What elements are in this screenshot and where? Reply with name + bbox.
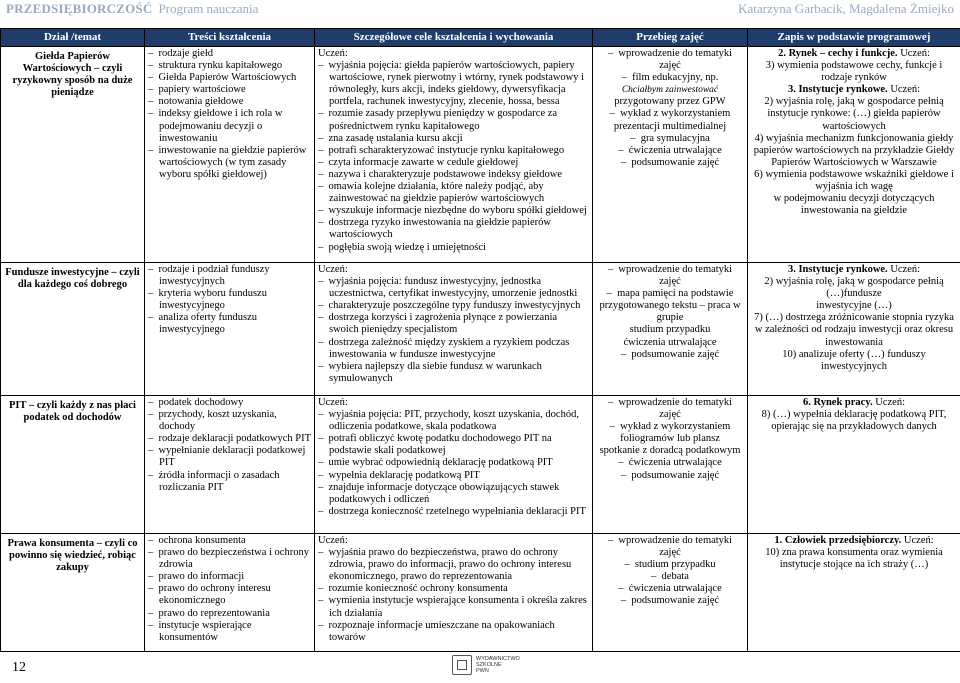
list-item: – wprowadzenie do tematyki zajęć	[596, 397, 744, 421]
goals-list	[318, 409, 589, 518]
list-item: spotkanie z doradcą podatkowym	[599, 445, 741, 457]
content-list	[148, 397, 311, 494]
course-cell	[593, 263, 748, 396]
list-item: – dostrzega konieczność rzetelnego wypełniania deklaracji PIT	[318, 506, 589, 518]
base-text: Uczeń:	[887, 84, 921, 96]
base-entry	[751, 84, 957, 96]
list-item: – zna zasadę ustalania kursu akcji	[318, 133, 589, 145]
base-text: 3) wymienia podstawowe cechy, funkcje i rodzaje rynków	[765, 60, 943, 84]
base-cell	[748, 396, 960, 534]
base-text: inwestycyjne (…)	[816, 300, 892, 312]
list-item: – wyjaśnia pojęcia: PIT, przychody, koszt uzyskania, dochód, odliczenia podatkowe, skala podatkowa	[318, 409, 589, 433]
base-entry	[751, 264, 957, 276]
list-item: – dostrzega korzyści i zagrożenia płynące z powierzania swoich pieniędzy specjalistom	[318, 312, 589, 336]
base-heading: 3. Instytucje rynkowe.	[787, 264, 888, 275]
list-item: – notowania giełdowe	[148, 96, 311, 108]
list-item: – wypełnia deklarację podatkową PIT	[318, 470, 589, 482]
content-list	[148, 264, 311, 337]
list-item: – wyszukuje informacje niezbędne do wyboru spółki giełdowej	[318, 205, 589, 217]
topic-cell: Giełda Papierów Wartościowych – czyli ryzykowny sposób na duże pieniądze	[1, 47, 145, 263]
base-text: 10) analizuje oferty (…) funduszy inwestycyjnych	[782, 348, 926, 372]
column-header-topic: Dział /temat	[1, 29, 145, 47]
list-item: – pogłębia swoją wiedzę i umiejętności	[318, 242, 589, 254]
list-item: – gra symulacyjna	[596, 133, 744, 145]
list-item: – inwestowanie na giełdzie papierów wartościowych (w tym zasady wyboru spółki giełdowej)	[148, 145, 311, 181]
list-item: – wprowadzenie do tematyki zajęć	[596, 264, 744, 288]
base-cell	[748, 47, 960, 263]
base-entry	[751, 96, 957, 132]
curriculum-table	[0, 28, 960, 652]
goals-cell	[315, 534, 593, 652]
base-entry	[751, 535, 957, 547]
topic-cell: Prawa konsumenta – czyli co powinno się wiedzieć, robiąc zakupy	[1, 534, 145, 652]
list-item: – wprowadzenie do tematyki zajęć	[596, 535, 744, 559]
base-entry	[751, 547, 957, 571]
list-item: – prawo do reprezentowania	[148, 608, 311, 620]
goals-cell	[315, 396, 593, 534]
list-item: – podsumowanie zajęć	[596, 595, 744, 607]
base-text: Uczeń:	[887, 264, 921, 275]
publisher-logo-text	[476, 656, 520, 674]
list-item: – film edukacyjny, np.	[596, 72, 744, 84]
course-list	[596, 264, 744, 361]
list-item: – prawo do bezpieczeństwa i ochrony zdrowia	[148, 547, 311, 571]
base-text: Uczeń:	[901, 535, 934, 546]
content-list	[148, 535, 311, 644]
table-header-row	[1, 29, 960, 47]
authors: Katarzyna Garbacik, Magdalena Żmiejko	[738, 1, 954, 16]
goals-label: Uczeń:	[318, 48, 348, 59]
base-entry	[751, 133, 957, 169]
base-text: 10) zna prawa konsumenta oraz wymienia instytucje stojące na ich straży (…)	[765, 547, 943, 571]
base-entry	[751, 300, 957, 312]
list-item: – prawo do informacji	[148, 571, 311, 583]
list-item: – ćwiczenia utrwalające	[596, 583, 744, 595]
list-item: – studium przypadku	[596, 559, 744, 571]
base-heading: 6. Rynek pracy.	[803, 397, 873, 408]
list-item: studium przypadku	[629, 324, 711, 336]
list-item: – rozumie konieczność ochrony konsumenta	[318, 583, 589, 595]
list-item: – znajduje informacje dotyczące obowiązujących stawek podatkowych i odliczeń	[318, 482, 589, 506]
table-row	[1, 263, 960, 396]
list-item: – wykład z wykorzystaniem prezentacji multimedialnej	[596, 108, 744, 132]
base-cell	[748, 263, 960, 396]
base-text: w podejmowaniu decyzji dotyczących inwestowania na giełdzie	[773, 193, 935, 217]
list-item: – wypełnianie deklaracji podatkowej PIT	[148, 445, 311, 469]
list-item: przygotowany przez GPW	[614, 96, 726, 108]
logo-line: SZKOLNE	[476, 662, 502, 668]
course-list	[596, 535, 744, 608]
publisher-logo-icon	[452, 655, 472, 675]
column-header-goals: Szczegółowe cele kształcenia i wychowania	[315, 29, 593, 47]
brand-name: PRZEDSIĘBIORCZOŚĆ	[6, 1, 153, 16]
list-item: – analiza oferty funduszu inwestycyjnego	[148, 312, 311, 336]
column-header-base: Zapis w podstawie programowej	[748, 29, 960, 47]
publisher-logo	[452, 655, 520, 675]
program-label: Program nauczania	[158, 1, 259, 16]
list-item: – mapa pamięci na podstawie przygotowanego tekstu – praca w grupie	[596, 288, 744, 324]
content-cell	[145, 396, 315, 534]
base-text: 2) wyjaśnia rolę, jaką w gospodarce pełnią (…)fundusze	[764, 276, 944, 300]
list-item: – kryteria wyboru funduszu inwestycyjnego	[148, 288, 311, 312]
list-item: – Giełda Papierów Wartościowych	[148, 72, 311, 84]
course-list	[596, 48, 744, 169]
list-item: – wybiera najlepszy dla siebie fundusz w warunkach symulowanych	[318, 361, 589, 385]
base-entry	[751, 193, 957, 217]
base-heading: 1. Człowiek przedsiębiorczy.	[774, 535, 902, 546]
content-list	[148, 48, 311, 181]
list-item: ćwiczenia utrwalające	[623, 336, 717, 348]
list-item: – indeksy giełdowe i ich rola w podejmowaniu decyzji o inwestowaniu	[148, 108, 311, 144]
base-entry	[751, 48, 957, 60]
base-entry	[751, 312, 957, 348]
content-cell	[145, 47, 315, 263]
goals-list	[318, 60, 589, 254]
list-item: – źródła informacji o zasadach rozliczania PIT	[148, 470, 311, 494]
base-text: 8) (…) wypełnia deklarację podatkową PIT, opierając się na przykładowych danych	[761, 409, 947, 433]
list-item: – podsumowanie zajęć	[596, 157, 744, 169]
list-item: – papiery wartościowe	[148, 84, 311, 96]
list-item: – podsumowanie zajęć	[596, 470, 744, 482]
goals-cell	[315, 47, 593, 263]
base-entry	[751, 409, 957, 433]
content-cell	[145, 534, 315, 652]
list-item: – wymienia instytucje wspierające konsumenta i określa zakres ich działania	[318, 595, 589, 619]
list-item: – rodzaje i podział funduszy inwestycyjnych	[148, 264, 311, 288]
goals-label: Uczeń:	[318, 264, 348, 275]
course-list	[596, 397, 744, 482]
list-item: – ćwiczenia utrwalające	[596, 457, 744, 469]
list-item: – rodzaje giełd	[148, 48, 311, 60]
base-entry	[751, 169, 957, 193]
base-text: 4) wyjaśnia mechanizm funkcjonowania giełdy papierów wartościowych na przykładzie Giełdy Papierów Wartościowych w Warszawie	[753, 132, 955, 168]
list-item: – dostrzega ryzyko inwestowania na giełdzie papierów wartościowych	[318, 217, 589, 241]
column-header-content: Treści kształcenia	[145, 29, 315, 47]
list-item: – potrafi scharakteryzować instytucje rynku kapitałowego	[318, 145, 589, 157]
list-item: Chciałbym zainwestować	[621, 85, 719, 96]
base-text: Uczeń:	[872, 397, 905, 408]
list-item: – potrafi obliczyć kwotę podatku dochodowego PIT na podstawie skali podatkowej	[318, 433, 589, 457]
list-item: – wyjaśnia pojęcia: giełda papierów wartościowych, papiery wartościowe, rynek pierwotny i wtórny, rynek podstawowy i równoległy, kurs akcji, indeks giełdowy, dywersyfikacja portfela, rachunek inwestycyjny, zlecenie, hossa, bessa	[318, 60, 589, 108]
base-cell	[748, 534, 960, 652]
base-text: 7) (…) dostrzega zróżnicowanie stopnia ryzyka w zależności od rodzaju inwestycji oraz okresu inwestowania	[754, 312, 954, 348]
goals-cell	[315, 263, 593, 396]
base-entry	[751, 397, 957, 409]
list-item: – wprowadzenie do tematyki zajęć	[596, 48, 744, 72]
table-row	[1, 396, 960, 534]
list-item: – wyjaśnia pojęcia: fundusz inwestycyjny, jednostka uczestnictwa, certyfikat inwestycyjny, umorzenie jednostki	[318, 276, 589, 300]
header-title	[6, 1, 258, 17]
base-entry	[751, 276, 957, 300]
list-item: – debata	[596, 571, 744, 583]
page-header	[0, 0, 960, 22]
list-item: – przychody, koszt uzyskania, dochody	[148, 409, 311, 433]
list-item: – wykład z wykorzystaniem foliogramów lub plansz	[596, 421, 744, 445]
logo-line: PWN	[476, 668, 489, 674]
list-item: – ochrona konsumenta	[148, 535, 311, 547]
list-item: – wyjaśnia prawo do bezpieczeństwa, prawo do ochrony zdrowia, prawo do informacji, prawo do ochrony interesu ekonomicznego, prawo do reprezentowania	[318, 547, 589, 583]
list-item: – instytucje wspierające konsumentów	[148, 620, 311, 644]
goals-label: Uczeń:	[318, 397, 348, 408]
base-text: Uczeń:	[897, 48, 930, 59]
list-item: – struktura rynku kapitałowego	[148, 60, 311, 72]
course-cell	[593, 396, 748, 534]
list-item: – omawia kolejne działania, które należy podjąć, aby zainwestować na giełdzie papierów wartościowych	[318, 181, 589, 205]
content-cell	[145, 263, 315, 396]
column-header-course: Przebieg zajęć	[593, 29, 748, 47]
goals-label: Uczeń:	[318, 535, 348, 546]
course-cell	[593, 534, 748, 652]
list-item: – ćwiczenia utrwalające	[596, 145, 744, 157]
table-row	[1, 534, 960, 652]
list-item: – rodzaje deklaracji podatkowych PIT	[148, 433, 311, 445]
page-number: 12	[12, 660, 26, 675]
list-item: – rozpoznaje informacje umieszczane na opakowaniach towarów	[318, 620, 589, 644]
logo-line: WYDAWNICTWO	[476, 656, 520, 662]
base-entry	[751, 349, 957, 373]
list-item: – podatek dochodowy	[148, 397, 311, 409]
course-cell	[593, 47, 748, 263]
list-item: – umie wybrać odpowiednią deklarację podatkową PIT	[318, 457, 589, 469]
list-item: – charakteryzuje poszczególne typy funduszy inwestycyjnych	[318, 300, 589, 312]
list-item: – nazywa i charakteryzuje podstawowe indeksy giełdowe	[318, 169, 589, 181]
list-item: – dostrzega zależność między zyskiem a ryzykiem podczas inwestowania w fundusze inwestycyjne	[318, 337, 589, 361]
goals-list	[318, 276, 589, 385]
list-item: – podsumowanie zajęć	[596, 349, 744, 361]
topic-cell: PIT – czyli każdy z nas płaci podatek od dochodów	[1, 396, 145, 534]
topic-cell: Fundusze inwestycyjne – czyli dla każdego coś dobrego	[1, 263, 145, 396]
list-item: – prawo do ochrony interesu ekonomicznego	[148, 583, 311, 607]
goals-list	[318, 547, 589, 644]
base-text: 2) wyjaśnia rolę, jaką w gospodarce pełnią instytucje rynkowe: (…) giełda papierów wartościowych	[764, 96, 944, 132]
list-item: – czyta informacje zawarte w cedule giełdowej	[318, 157, 589, 169]
base-entry	[751, 60, 957, 84]
base-heading: 2. Rynek – cechy i funkcje.	[778, 48, 898, 59]
table-row	[1, 47, 960, 263]
base-text: 6) wymienia podstawowe wskaźniki giełdowe i wyjaśnia ich wagę	[754, 168, 954, 193]
list-item: – rozumie zasady przepływu pieniędzy w gospodarce za pośrednictwem rynku kapitałowego	[318, 108, 589, 132]
base-heading: 3. Instytucje rynkowe.	[787, 84, 888, 96]
